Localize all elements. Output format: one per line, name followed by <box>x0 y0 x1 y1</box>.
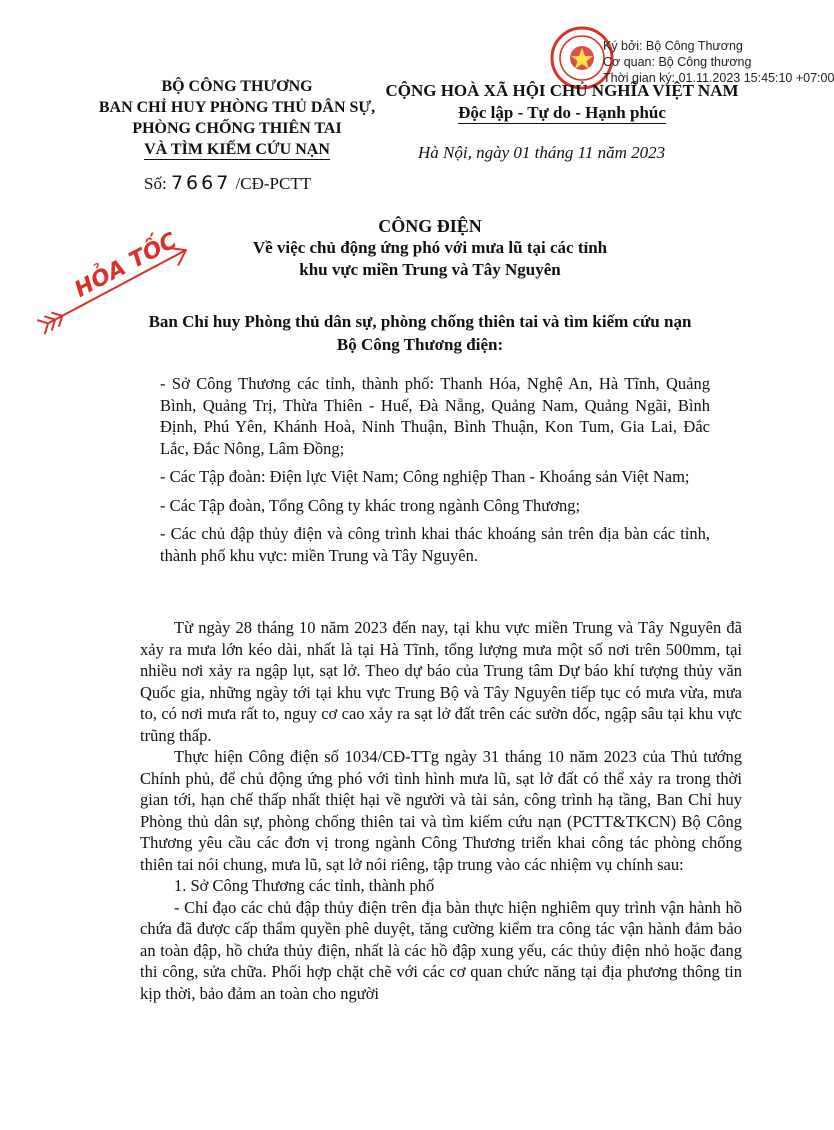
body-paragraph: - Chỉ đạo các chủ đập thủy điện trên địa bàn thực hiện nghiêm quy trình vận hành hồ chứa đã được cấp thẩm quyền phê duyệt, tăng cường kiểm tra công tác vận hành đảm bảo an toàn đập, hồ chứa thủy điện, nhất là các hồ đập xung yếu, các thủy điện nhỏ hoặc đang thi công, sửa chữa. Phối hợp chặt chẽ với các cơ quan chức năng tại địa phương thông tin kịp thời, bảo đảm an toàn cho người <box>140 897 742 1003</box>
nation-motto: Độc lập - Tự do - Hạnh phúc <box>458 103 666 122</box>
document-body <box>140 617 742 1004</box>
recipients-list <box>160 373 710 573</box>
body-paragraph: Thực hiện Công điện số 1034/CĐ-TTg ngày 31 tháng 10 năm 2023 của Thủ tướng Chính phủ, để chủ động ứng phó với tình hình mưa lũ, sạt lở đất có thể xảy ra trong thời gian tới, hạn chế thấp nhất thiệt hại về người và tài sản, công trình hạ tầng, Ban Chỉ huy Phòng thủ dân sự, phòng chống thiên tai và tìm kiếm cứu nạn (PCTT&TKCN) Bộ Công Thương yêu cầu các đơn vị trong ngành Công Thương triển khai công tác phòng chống thiên tai nói chung, mưa lũ, sạt lở nói riêng, tập trung vào các nhiệm vụ chính sau: <box>140 747 742 874</box>
signature-time: Thời gian ký: 01.11.2023 15:45:10 +07:00 <box>603 71 834 85</box>
issue-date: Hà Nội, ngày 01 tháng 11 năm 2023 <box>418 143 666 162</box>
org-line-disaster: PHÒNG CHỐNG THIÊN TAI <box>132 120 342 137</box>
sender-line1: Ban Chỉ huy Phòng thủ dân sự, phòng chống thiên tai và tìm kiếm cứu nạn <box>148 312 692 331</box>
section-heading: 1. Sở Công Thương các tỉnh, thành phố <box>174 876 435 895</box>
issuing-organization <box>92 76 382 160</box>
digital-signature-info <box>603 38 834 86</box>
doc-no-suffix: /CĐ-PCTT <box>235 174 312 193</box>
title-subject-line1: Về việc chủ động ứng phó với mưa lũ tại các tỉnh <box>252 238 608 257</box>
body-paragraph: Từ ngày 28 tháng 10 năm 2023 đến nay, tại khu vực miền Trung và Tây Nguyên đã xảy ra mưa lớn kéo dài, nhất là tại Hà Tĩnh, tổng lượng mưa một số nơi trên 500mm, tại nhiều nơi xảy ra ngập lụt, sạt lở. Theo dự báo của Trung tâm Dự báo khí tượng thủy văn Quốc gia, những ngày tới tại khu vực Trung Bộ và Tây Nguyên tiếp tục có mưa vừa, mưa to, có nơi mưa rất to, nguy cơ cao xảy ra sạt lở đất trên các sườn dốc, ngập sâu tại khu vực trũng thấp. <box>140 618 742 745</box>
org-line-committee: BAN CHỈ HUY PHÒNG THỦ DÂN SỰ, <box>98 99 376 116</box>
signature-agency: Cơ quan: Bộ Công thương <box>603 55 752 69</box>
sender-line2: Bộ Công Thương điện: <box>336 335 504 354</box>
signature-signer: Ký bởi: Bộ Công Thương <box>603 39 743 53</box>
document-title <box>150 215 710 281</box>
nation-name: CỘNG HOÀ XÃ HỘI CHỦ NGHĨA VIỆT NAM <box>385 81 739 100</box>
doc-no-label: Số: <box>144 174 167 193</box>
document-number <box>144 172 311 194</box>
urgent-stamp-text: HỎA TỐC <box>70 228 182 303</box>
org-line-ministry: BỘ CÔNG THƯƠNG <box>161 78 313 95</box>
title-subject-line2: khu vực miền Trung và Tây Nguyên <box>299 260 561 279</box>
recipient-item: - Các Tập đoàn, Tổng Công ty khác trong ngành Công Thương; <box>160 495 581 515</box>
title-type: CÔNG ĐIỆN <box>378 216 482 236</box>
recipient-item: - Sở Công Thương các tỉnh, thành phố: Thanh Hóa, Nghệ An, Hà Tĩnh, Quảng Bình, Quảng Trị, Thừa Thiên - Huế, Đà Nẵng, Quảng Nam, Quảng Ngãi, Bình Định, Phú Yên, Khánh Hoà, Ninh Thuận, Bình Thuận, Kon Tum, Gia Lai, Đắc Lắc, Đắc Nông, Lâm Đồng; <box>160 374 710 458</box>
national-header <box>372 80 752 124</box>
recipient-item: - Các Tập đoàn: Điện lực Việt Nam; Công nghiệp Than - Khoáng sản Việt Nam; <box>160 467 690 486</box>
org-line-rescue: VÀ TÌM KIẾM CỨU NẠN <box>144 141 330 158</box>
sender-block <box>100 310 740 356</box>
recipient-item: - Các chủ đập thủy điện và công trình khai thác khoáng sản trên địa bàn các tỉnh, thành phố khu vực: miền Trung và Tây Nguyên. <box>160 524 710 565</box>
doc-no-value: 7667 <box>170 172 232 194</box>
